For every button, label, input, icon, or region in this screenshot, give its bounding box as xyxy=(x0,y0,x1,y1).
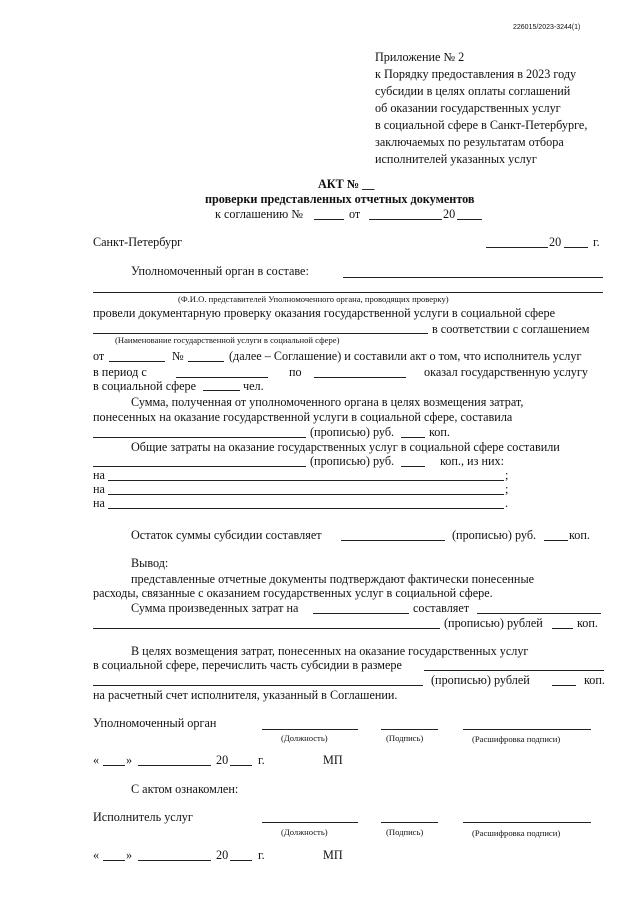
agreement-label: к соглашению № xyxy=(215,207,303,221)
fio-caption: (Ф.И.О. представителей Уполномоченного органа, проводящих проверку) xyxy=(178,294,449,304)
reimbursement-kop: коп. xyxy=(584,673,605,687)
in-accordance: в соответствии с соглашением xyxy=(432,322,590,336)
sign-year-suffix: г. xyxy=(258,753,265,767)
remainder-kop-field[interactable] xyxy=(544,540,568,541)
agreement-from: от xyxy=(349,207,361,221)
act-subtitle: проверки представленных отчетных документов xyxy=(205,192,475,206)
authority-transcript-field[interactable] xyxy=(463,729,591,730)
reimbursement-amount-field-2[interactable] xyxy=(93,685,423,686)
from-prefix: от xyxy=(93,349,105,363)
transcript-caption: (Расшифровка подписи) xyxy=(472,734,561,744)
quote-open: « xyxy=(93,753,100,767)
executor-month-field[interactable] xyxy=(138,860,211,861)
date-year: 20 xyxy=(549,235,562,249)
period-end-field[interactable] xyxy=(314,377,406,378)
position-caption: (Должность) xyxy=(281,733,328,743)
spent-kop-field[interactable] xyxy=(552,628,573,629)
remainder-label: Остаток суммы субсидии составляет xyxy=(131,528,322,542)
sum-received-field[interactable] xyxy=(93,437,306,438)
executor-signature-field[interactable] xyxy=(381,822,438,823)
executor-transcript-field[interactable] xyxy=(463,822,591,823)
remainder-words: (прописью) руб. xyxy=(452,528,537,542)
item-semicolon: ; xyxy=(505,468,509,482)
appendix-line: исполнителей указанных услуг xyxy=(375,152,537,166)
signature-caption: (Подпись) xyxy=(386,733,424,743)
spent-amount-field[interactable] xyxy=(477,613,601,614)
total-costs-field[interactable] xyxy=(93,466,306,467)
spent-words: (прописью) рублей xyxy=(444,616,543,630)
quote-close: » xyxy=(126,753,133,767)
agreement-cont: (далее – Соглашение) и составили акт о том, что исполнитель услуг xyxy=(229,349,582,363)
authority-members-field-2[interactable] xyxy=(93,292,603,293)
period-to: по xyxy=(289,365,302,379)
appendix-line: субсидии в целях оплаты соглашений xyxy=(375,84,571,98)
authority-month-field[interactable] xyxy=(138,765,211,766)
spent-label: Сумма произведенных затрат на xyxy=(131,601,299,615)
persons-count-field[interactable] xyxy=(203,390,240,391)
agreement-date-field[interactable] xyxy=(369,219,442,220)
quote-open: « xyxy=(93,848,100,862)
total-words-rub: (прописью) руб. xyxy=(310,454,395,468)
stamp-place: МП xyxy=(323,753,343,767)
agreement-number-field-2[interactable] xyxy=(188,361,224,362)
sign-year: 20 xyxy=(216,753,229,767)
agreement-year-field[interactable] xyxy=(457,219,482,220)
authority-position-field[interactable] xyxy=(262,729,358,730)
transcript-caption: (Расшифровка подписи) xyxy=(472,828,561,838)
document-number: 226015/2023-3244(1) xyxy=(513,24,581,31)
period-start-field[interactable] xyxy=(176,377,268,378)
executor-day-field[interactable] xyxy=(103,860,125,861)
date-suffix: г. xyxy=(593,235,600,249)
reimbursement-words: (прописью) рублей xyxy=(431,673,530,687)
account-line: на расчетный счет исполнителя, указанный в Соглашении. xyxy=(93,688,398,702)
period-label: в период с xyxy=(93,365,147,379)
item-na: на xyxy=(93,482,105,496)
agreement-date-field-2[interactable] xyxy=(109,361,165,362)
reimbursement-line: В целях возмещения затрат, понесенных на оказание государственных услуг xyxy=(131,644,529,658)
stamp-place: МП xyxy=(323,848,343,862)
authority-year-field[interactable] xyxy=(230,765,252,766)
persons-suffix: чел. xyxy=(243,379,264,393)
sum-words-rub: (прописью) руб. xyxy=(310,425,395,439)
conclusion-line: представленные отчетные документы подтверждают фактически понесенные xyxy=(131,572,535,586)
date-field[interactable] xyxy=(486,247,548,248)
authority-members-field[interactable] xyxy=(343,277,603,278)
agreement-year: 20 xyxy=(443,207,456,221)
appendix-line: заключаемых по результатам отбора xyxy=(375,135,564,149)
position-caption: (Должность) xyxy=(281,827,328,837)
date-year-field[interactable] xyxy=(564,247,588,248)
cost-item-field-2[interactable] xyxy=(108,494,504,495)
signature-caption: (Подпись) xyxy=(386,827,424,837)
appendix-title: Приложение № 2 xyxy=(375,50,465,64)
city: Санкт-Петербург xyxy=(93,235,183,249)
reimbursement-line-2: в социальной сфере, перечислить часть субсидии в размере xyxy=(93,658,402,672)
remainder-kop: коп. xyxy=(569,528,590,542)
period-provided: оказал государственную услугу xyxy=(424,365,588,379)
sum-kop: коп. xyxy=(429,425,450,439)
authority-signature-field[interactable] xyxy=(381,729,438,730)
item-dot: . xyxy=(505,496,509,510)
item-na: на xyxy=(93,468,105,482)
persons-label: в социальной сфере xyxy=(93,379,197,393)
signature-authority-label: Уполномоченный орган xyxy=(93,716,217,730)
sum-received-kop-field[interactable] xyxy=(401,437,425,438)
quote-close: » xyxy=(126,848,133,862)
sum-received-line: Сумма, полученная от уполномоченного органа в целях возмещения затрат, xyxy=(131,395,524,409)
authority-day-field[interactable] xyxy=(103,765,125,766)
conducted-line: провели документарную проверку оказания государственной услуги в социальной сфере xyxy=(93,306,555,320)
service-name-field[interactable] xyxy=(93,333,428,334)
total-kop-field[interactable] xyxy=(401,466,425,467)
total-costs-line: Общие затраты на оказание государственных услуг в социальной сфере составили xyxy=(131,440,560,454)
item-na: на xyxy=(93,496,105,510)
acquainted-label: С актом ознакомлен: xyxy=(131,782,239,796)
signature-executor-label: Исполнитель услуг xyxy=(93,810,193,824)
executor-position-field[interactable] xyxy=(262,822,358,823)
conclusion-heading: Вывод: xyxy=(131,556,169,570)
authority-label: Уполномоченный орган в составе: xyxy=(131,264,309,278)
cost-item-field-1[interactable] xyxy=(108,480,504,481)
appendix-line: об оказании государственных услуг xyxy=(375,101,561,115)
sign-year-suffix: г. xyxy=(258,848,265,862)
conclusion-line-2: расходы, связанные с оказанием государственных услуг в социальной сфере. xyxy=(93,586,493,600)
remainder-field[interactable] xyxy=(341,540,445,541)
executor-year-field[interactable] xyxy=(230,860,252,861)
agreement-number-field[interactable] xyxy=(314,219,344,220)
spent-amount-label: составляет xyxy=(413,601,470,615)
act-title: АКТ № __ xyxy=(318,177,375,191)
spent-amount-field-2[interactable] xyxy=(93,628,440,629)
sum-received-line-2: понесенных на оказание государственной услуги в социальной сфере, составила xyxy=(93,410,513,424)
total-kop-including: коп., из них: xyxy=(440,454,504,468)
spent-purpose-field[interactable] xyxy=(313,613,409,614)
appendix-line: к Порядку предоставления в 2023 году xyxy=(375,67,577,81)
number-sign: № xyxy=(172,349,184,363)
sign-year: 20 xyxy=(216,848,229,862)
cost-item-field-3[interactable] xyxy=(108,508,504,509)
appendix-line: в социальной сфере в Санкт-Петербурге, xyxy=(375,118,588,132)
item-semicolon: ; xyxy=(505,482,509,496)
reimbursement-amount-field[interactable] xyxy=(424,670,604,671)
reimbursement-kop-field[interactable] xyxy=(552,685,576,686)
service-caption: (Наименование государственной услуги в социальной сфере) xyxy=(115,335,340,345)
spent-kop: коп. xyxy=(577,616,598,630)
